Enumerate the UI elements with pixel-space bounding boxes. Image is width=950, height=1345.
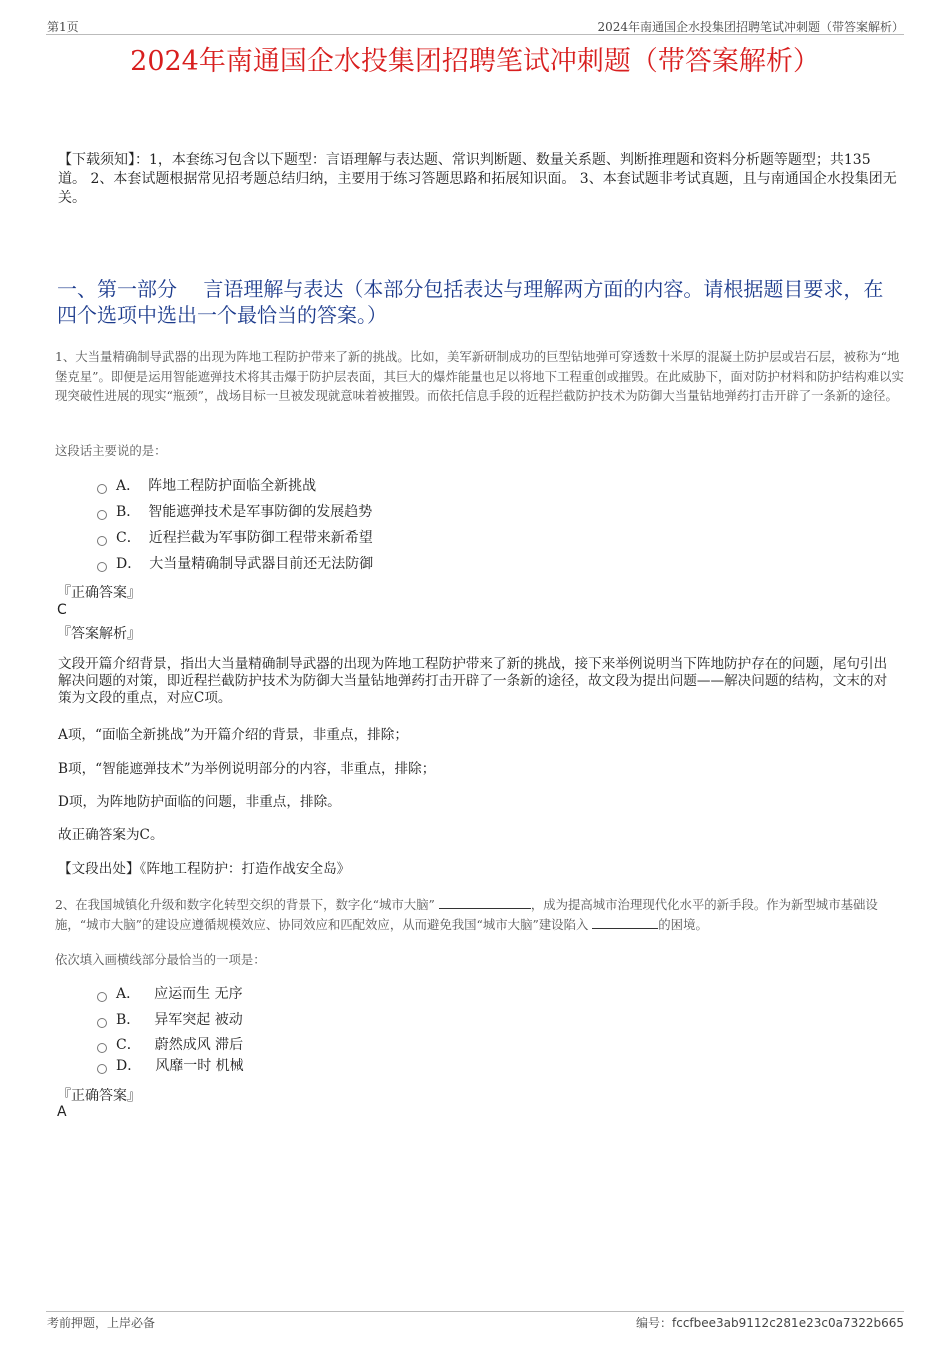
q1-analysis-para: 文段开篇介绍背景，指出大当量精确制导武器的出现为阵地工程防护带来了新的挑战，接下来举例说明当下阵地防护存在的问题，尾句引出解决问题的对策，即近程拦截防护技术为防御大当量钻地弹药打击开辟了一条新的途径，故文段为提出问题——解决问题的结构，文末的对策为文段的重点，对应C项。 xyxy=(58,656,888,706)
question-1-text: 1、大当量精确制导武器的出现为阵地工程防护带来了新的挑战。比如，美军新研制成功的巨型钻地弹可穿透数十米厚的混凝土防护层或岩石层，被称为“地堡克星”。即便是运用智能遮弹技术将其击爆于防护层表面，其巨大的爆炸能量也足以将地下工程重创或摧毁。在此威胁下，面对防护材料和防护结构难以实现突破性进展的现实“瓶颈”，战场目标一旦被发现就意味着被摧毁。而依托信息手段的近程拦截防护技术为防御大当量钻地弹药打击开辟了一条新的途径。 xyxy=(55,349,904,403)
q1-analysis-d: D项，为阵地防护面临的问题，非重点，排除。 xyxy=(58,794,341,810)
q1-answer: C xyxy=(57,602,67,618)
radio-icon[interactable] xyxy=(97,562,107,572)
blank-1 xyxy=(439,896,531,909)
footer-code: 编号：fccfbee3ab9112c281e23c0a7322b665 xyxy=(636,1316,904,1330)
question-2-stem: 依次填入画横线部分最恰当的一项是： xyxy=(55,952,266,967)
radio-icon[interactable] xyxy=(97,484,107,494)
q1-analysis-conclusion: 故正确答案为C。 xyxy=(58,827,164,843)
q1-option-d[interactable]: D． 大当量精确制导武器目前还无法防御 xyxy=(97,554,373,574)
download-notice: 【下载须知】：1，本套练习包含以下题型：言语理解与表达题、常识判断题、数量关系题、判断推理题和资料分析题等题型；共135道。 2、本套试题根据常见招考题总结归纳，主要用于练习答题思路和拓展知识面。 3、本套试题非考试真题，且与南通国企水投集团无关。 xyxy=(58,152,897,206)
radio-icon[interactable] xyxy=(97,536,107,546)
header-doc-title: 2024年南通国企水投集团招聘笔试冲刺题（带答案解析） xyxy=(597,20,904,34)
question-1-stem: 这段话主要说的是： xyxy=(55,443,167,458)
radio-icon[interactable] xyxy=(97,1043,107,1053)
blank-2 xyxy=(592,916,658,929)
q2-answer: A xyxy=(57,1104,67,1120)
q1-option-c[interactable]: C． 近程拦截为军事防御工程带来新希望 xyxy=(97,528,373,548)
q1-analysis-a: A项，“面临全新挑战”为开篇介绍的背景，非重点，排除； xyxy=(58,727,408,743)
document-title: 2024年南通国企水投集团招聘笔试冲刺题（带答案解析） xyxy=(130,46,820,77)
q1-analysis-b: B项，“智能遮弹技术”为举例说明部分的内容，非重点，排除； xyxy=(58,761,436,777)
q2-answer-label: 『正确答案』 xyxy=(57,1088,141,1104)
question-2-text: 2、在我国城镇化升级和数字化转型交织的背景下，数字化“城市大脑” ，成为提高城市治理现代化水平的新手段。作为新型城市基础设施，“城市大脑”的建设应遵循规模效应、协同效应和匹配效应，从而避免我国“城市大脑”建设陷入 的困境。 xyxy=(55,897,878,932)
q2-option-a[interactable]: A． 应运而生 无序 xyxy=(97,984,243,1004)
footer-slogan: 考前押题，上岸必备 xyxy=(47,1316,156,1330)
radio-icon[interactable] xyxy=(97,510,107,520)
q1-answer-label: 『正确答案』 xyxy=(57,585,141,601)
q2-option-c[interactable]: C． 蔚然成风 滞后 xyxy=(97,1035,243,1055)
radio-icon[interactable] xyxy=(97,1018,107,1028)
q1-source: 【文段出处】《阵地工程防护：打造作战安全岛》 xyxy=(58,861,351,877)
footer-rule xyxy=(46,1311,904,1312)
q2-option-b[interactable]: B． 异军突起 被动 xyxy=(97,1010,243,1030)
q1-analysis-label: 『答案解析』 xyxy=(57,626,141,642)
section-heading: 一、第一部分 言语理解与表达（本部分包括表达与理解两方面的内容。请根据题目要求，在四个选项中选出一个最恰当的答案。） xyxy=(57,277,884,327)
header-rule xyxy=(46,34,904,35)
page-number: 第1页 xyxy=(47,20,79,34)
q1-option-b[interactable]: B． 智能遮弹技术是军事防御的发展趋势 xyxy=(97,502,372,522)
q1-option-a[interactable]: A． 阵地工程防护面临全新挑战 xyxy=(97,476,316,496)
q2-option-d[interactable]: D． 风靡一时 机械 xyxy=(97,1056,244,1076)
radio-icon[interactable] xyxy=(97,992,107,1002)
radio-icon[interactable] xyxy=(97,1064,107,1074)
